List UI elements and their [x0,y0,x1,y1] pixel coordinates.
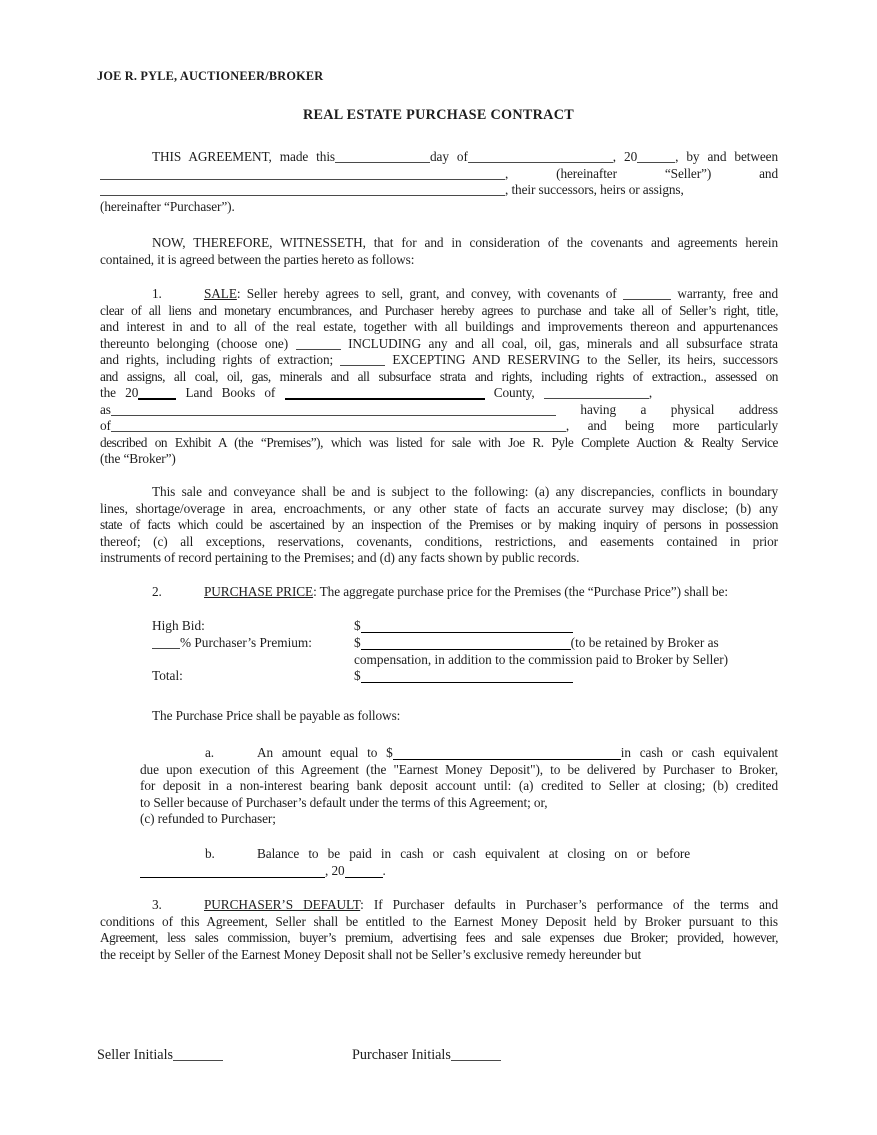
text-line [100,303,778,320]
text-segment: as [100,401,111,417]
text-line [100,517,778,534]
closing-year-blank [345,868,383,878]
text-segment: (the “Broker”) [100,451,176,466]
text-line [100,435,778,452]
text-segment: and rights, including rights of extraction; [100,352,334,367]
text-segment: state of facts which could be ascertained by an inspection of the Premises or by making inquiry of persons in possession [100,517,778,532]
seller-initials [97,1047,223,1064]
empty-label [152,652,354,669]
text-segment: and interest in and to all of the real estate, together with all buildings and improvements thereon and appurtenances [100,319,778,334]
seller-initials-label: Seller Initials [97,1047,174,1063]
text-segment: thereof; (c) all exceptions, reservations, covenants, conditions, restrictions, and easements contained in prior [100,533,778,549]
text-line [100,418,778,435]
premium-percent-blank [152,639,180,649]
text-segment: , 20 [612,149,638,164]
text-segment: Land Books of [185,385,276,400]
text-segment: , [648,385,653,400]
text-line [100,182,778,199]
premium-row [152,635,778,652]
total-amount-blank [361,673,573,683]
text-segment: Balance to be paid in cash or cash equivalent at closing on or before [257,846,690,861]
text-line [100,708,778,725]
text-line [100,235,778,252]
high-bid-label: High Bid: [152,618,205,633]
dollar-sign: $ [354,668,361,684]
text-line [140,762,778,779]
text-line [140,863,690,880]
total-value [354,668,778,685]
text-line [100,199,778,216]
text-line [100,451,778,468]
payable-intro [100,708,778,725]
text-line [100,352,778,369]
purchaser-initials [352,1047,501,1064]
text-segment: described on Exhibit A (the “Premises”), which was listed for sale with Joe R. Pyle Complete Auction & Realty Service [100,434,778,450]
purchase-price-heading [100,584,778,601]
text-segment: lines, shortage/overage in area, encroachments, or any other state of facts an accurate survey may disclose; (b) any [100,500,778,516]
text-segment: in cash or cash equivalent [620,745,778,760]
text-segment: , (hereinafter “Seller”) and [505,165,778,181]
section-heading: PURCHASER’S DEFAULT [204,897,361,912]
text-line [140,778,778,795]
text-segment: conditions of this Agreement, Seller shall be entitled to the Earnest Money Deposit held by Broker pursuant to this [100,913,778,929]
total-label: Total: [152,668,183,684]
text-segment: An amount equal to $ [257,745,393,760]
month-blank [468,153,613,163]
text-line [100,484,778,501]
text-line [100,149,778,166]
document-title: REAL ESTATE PURCHASE CONTRACT [302,107,575,123]
state-blank [544,389,649,399]
purchaser-name-blank [100,186,505,196]
text-segment: : The aggregate purchase price for the Premises (the “Purchase Price”) shall be: [313,584,728,599]
premium-amount-blank [361,640,571,650]
text-segment: , their successors, heirs or assigns, [505,182,684,197]
text-line [100,947,778,964]
high-bid-value [354,618,778,635]
conveyance-paragraph [100,484,778,567]
closing-date-blank [140,868,325,878]
text-line [140,811,778,828]
choose-excepting-blank [340,356,385,366]
text-line [100,336,778,353]
text-segment: contained, it is agreed between the parties hereto as follows: [100,251,415,267]
premium-value [354,635,778,652]
text-line [100,584,778,601]
broker-header: JOE R. PYLE, AUCTIONEER/BROKER [97,69,324,83]
text-segment: the 20 [100,385,139,400]
sale-section [100,286,778,468]
text-segment: , and being more particularly [565,418,778,433]
clause-letter: b. [205,846,215,861]
text-segment: County, [493,385,535,400]
text-line [100,286,778,303]
text-segment: warranty, free and [677,286,778,301]
purchaser-initials-label: Purchaser Initials [352,1047,451,1063]
day-blank [335,153,430,163]
earnest-amount-blank [393,750,621,760]
purchaser-default-section [100,897,778,963]
text-line [100,319,778,336]
balance-clause [140,846,690,879]
section-number: 2. [152,584,162,599]
section-number: 3. [152,897,162,912]
text-segment: instruments of record pertaining to the Premises; and (d) any facts shown by public records. [100,550,580,565]
landbook-year-blank [138,390,176,400]
clause-letter: a. [205,745,215,760]
text-line [140,795,778,812]
high-bid-amount-blank [361,623,573,633]
premium-note-row [152,652,778,669]
text-line [140,745,778,762]
text-segment: having a physical address [580,401,778,417]
text-segment: for deposit in a non-interest bearing bank deposit account until: (a) credited to Seller at closing; (b) credited [140,778,778,793]
text-segment: thereunto belonging (choose one) [100,335,289,351]
choose-including-blank [296,340,341,350]
text-segment: due upon execution of this Agreement (the "Earnest Money Deposit"), to be delivered by Purchaser to Broker, [140,761,778,777]
text-segment: : Seller hereby agrees to sell, grant, and convey, with covenants of [236,286,617,301]
witnesseth-paragraph [100,235,778,268]
text-line [140,846,690,863]
address-blank [111,422,566,432]
text-segment: (c) refunded to Purchaser; [140,811,276,826]
premium-label: % Purchaser’s Premium: [180,634,312,650]
seller-name-blank [100,170,505,180]
text-segment: (hereinafter “Purchaser”). [100,198,235,214]
text-segment: Agreement, less sales commission, buyer’s premium, advertising fees and sale expenses due Broker; provided, however, [100,930,778,945]
text-line [100,914,778,931]
text-line [100,166,778,183]
text-segment: to Seller because of Purchaser’s default under the terms of this Agreement; or, [140,794,548,810]
warranty-blank [623,290,671,300]
assessed-as-blank [111,406,556,416]
text-segment: the receipt by Seller of the Earnest Money Deposit shall not be Seller’s exclusive remedy hereunder but [100,946,642,962]
text-segment: , by and between [675,149,779,164]
earnest-money-clause [140,745,778,828]
text-segment: , 20 [325,862,345,878]
text-line [100,930,778,947]
text-segment: and assigns, all coal, oil, gas, minerals and all subsurface strata and rights, including rights of extraction., assessed on [100,368,778,384]
text-segment: This sale and conveyance shall be and is subject to the following: (a) any discrepancies, conflicts in boundary [152,484,778,499]
text-segment: clear of all liens and monetary encumbrances, and Purchaser hereby agrees to purchase and take all of Seller’s right, title, [100,302,778,318]
price-table [152,618,778,685]
text-line [100,402,778,419]
year-blank [637,153,675,163]
purchaser-initials-blank [451,1051,501,1061]
seller-initials-blank [173,1051,223,1061]
total-row [152,668,778,685]
text-segment: NOW, THEREFORE, WITNESSETH, that for and in consideration of the covenants and agreements herein [152,235,778,250]
intro-paragraph [100,149,778,215]
text-line [100,534,778,551]
county-name-blank [285,390,485,400]
text-segment: EXCEPTING AND RESERVING to the Seller, its heirs, successors [392,352,778,367]
text-segment: of [100,418,111,433]
premium-note: (to be retained by Broker as [570,634,719,650]
text-line [100,501,778,518]
section-number: 1. [152,286,162,301]
text-segment: day of [430,149,468,164]
text-line [100,252,778,269]
text-segment: INCLUDING any and all coal, oil, gas, minerals and all subsurface strata [348,335,778,351]
text-segment: : If Purchaser defaults in Purchaser’s performance of the terms and [360,897,778,912]
text-line [100,897,778,914]
section-heading: PURCHASE PRICE [204,584,314,599]
text-line [100,550,778,567]
premium-note-2: compensation, in addition to the commission paid to Broker by Seller) [354,651,729,667]
text-segment: THIS AGREEMENT, made this [152,149,335,164]
text-line [100,385,778,402]
text-segment: . [382,862,386,878]
section-heading: SALE [204,286,237,301]
high-bid-row [152,618,778,635]
text-line [100,369,778,386]
dollar-sign: $ [354,618,361,633]
premium-label-cell [152,635,354,652]
text-segment: The Purchase Price shall be payable as follows: [152,708,401,723]
dollar-sign: $ [354,634,361,650]
